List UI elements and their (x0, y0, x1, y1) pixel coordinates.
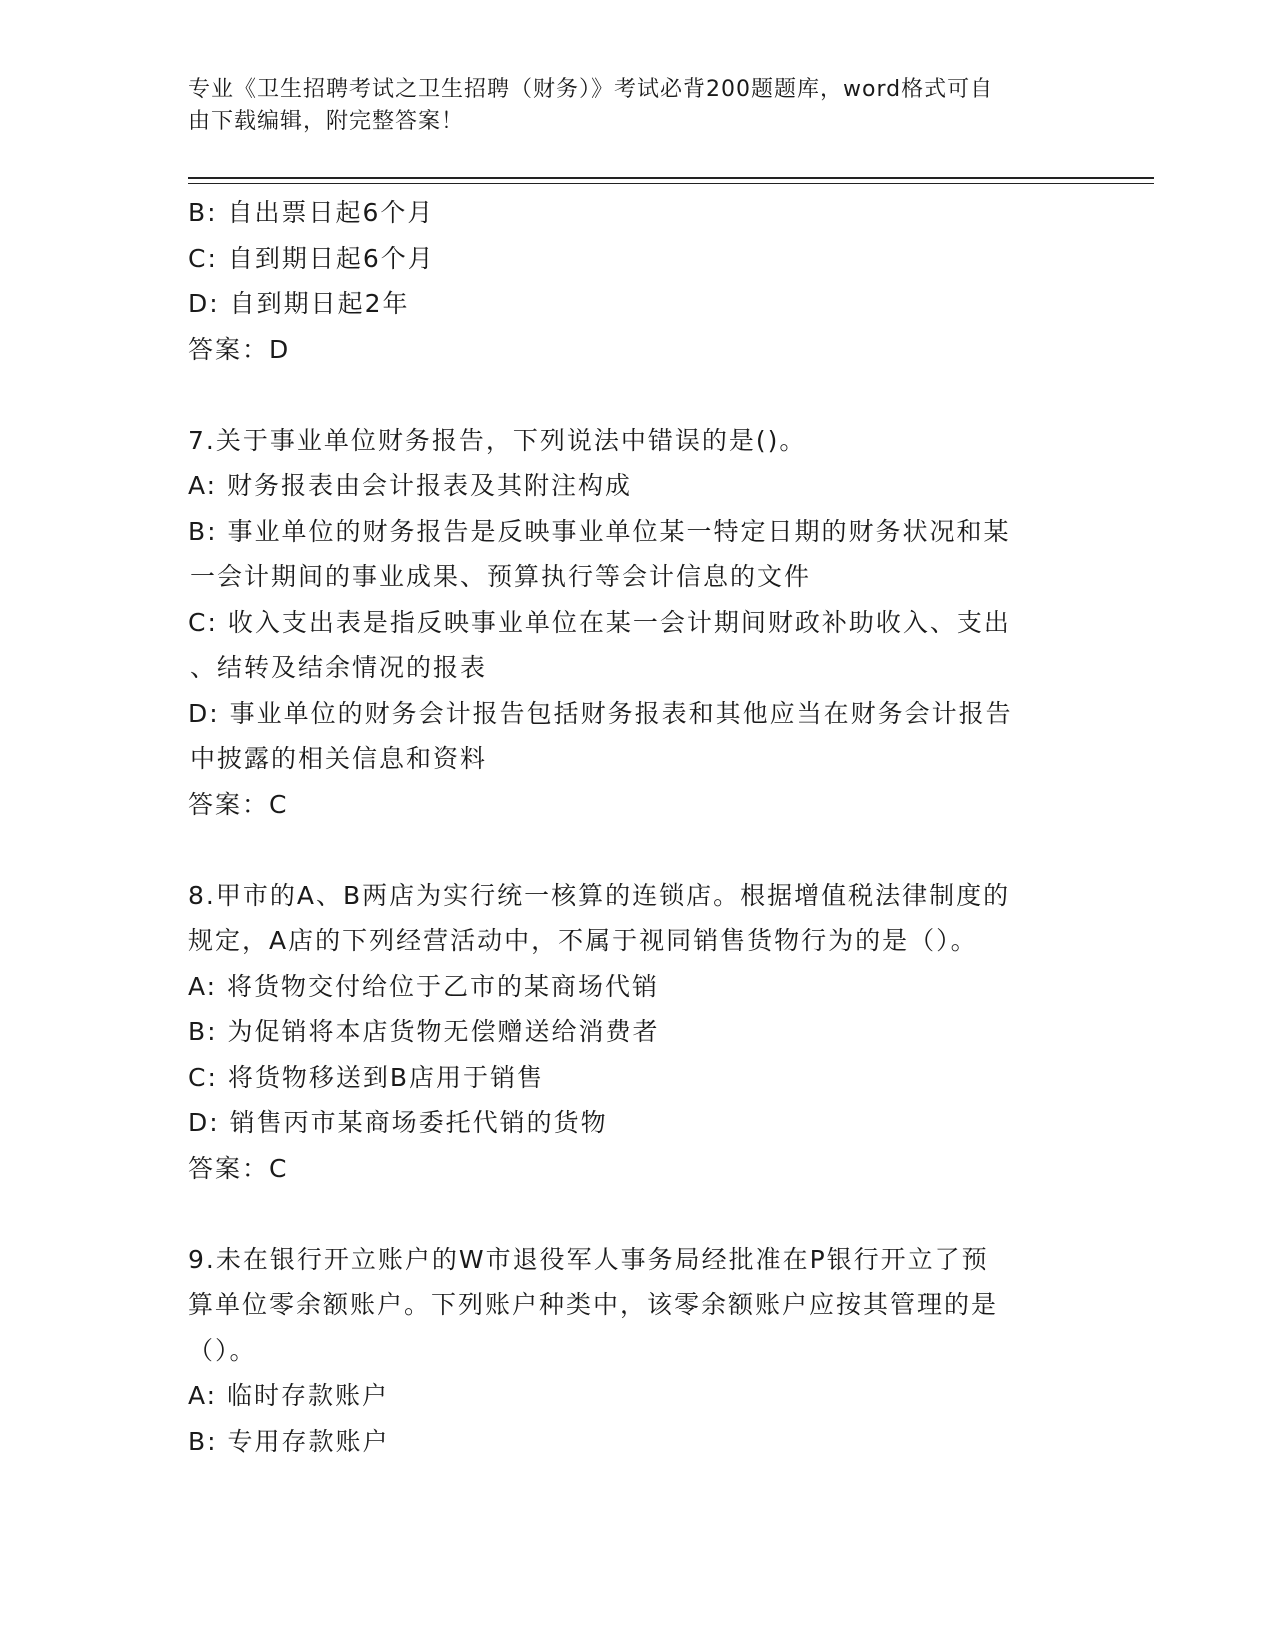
q6-option-b: B: 自出票日起6个月 (188, 198, 435, 227)
q8-option-a: A: 将货物交付给位于乙市的某商场代销 (188, 971, 660, 1001)
q6-option-c: C: 自到期日起6个月 (188, 243, 435, 273)
spacer (188, 372, 1078, 418)
document-header (188, 74, 1068, 138)
q9-option-a: A: 临时存款账户 (188, 1381, 390, 1410)
q8-stem: 8.甲市的A、B两店为实行统一核算的连锁店。根据增值税法律制度的 (188, 880, 1011, 910)
header-divider-thin (188, 183, 1154, 184)
q7-option-b: B: 事业单位的财务报告是反映事业单位某一特定日期的财务状况和某 (188, 516, 1011, 546)
q7-option-c-cont: 、结转及结余情况的报表 (190, 653, 488, 682)
header-divider-thick (188, 177, 1154, 179)
q8-stem-cont: 规定，A店的下列经营活动中，不属于视同销售货物行为的是（）。 (188, 926, 978, 955)
q8-option-b: B: 为促销将本店货物无偿赠送给消费者 (188, 1017, 660, 1046)
q7-option-d-cont: 中披露的相关信息和资料 (190, 744, 488, 773)
q7-stem: 7.关于事业单位财务报告，下列说法中错误的是()。 (188, 425, 807, 455)
q6-option-d: D: 自到期日起2年 (188, 289, 410, 318)
q7-answer: 答案：C (188, 789, 289, 819)
q9-stem-cont: 算单位零余额账户。下列账户种类中，该零余额账户应按其管理的是 (188, 1290, 999, 1319)
q7-option-c: C: 收入支出表是指反映事业单位在某一会计期间财政补助收入、支出 (188, 607, 1011, 637)
q8-answer: 答案：C (188, 1153, 289, 1183)
question-content (188, 190, 1078, 1464)
q8-option-d: D: 销售丙市某商场委托代销的货物 (188, 1108, 608, 1137)
q9-stem: 9.未在银行开立账户的W市退役军人事务局经批准在P银行开立了预 (188, 1244, 989, 1274)
q9-option-b: B: 专用存款账户 (188, 1426, 390, 1456)
header-line-1: 专业《卫生招聘考试之卫生招聘（财务）》考试必背200题题库，word格式可自 (188, 77, 994, 102)
q6-answer: 答案：D (188, 334, 291, 364)
spacer (188, 1191, 1078, 1237)
q7-option-a: A: 财务报表由会计报表及其附注构成 (188, 471, 633, 500)
q7-option-d: D: 事业单位的财务会计报告包括财务报表和其他应当在财务会计报告 (188, 698, 1013, 728)
q7-option-b-cont: 一会计期间的事业成果、预算执行等会计信息的文件 (190, 562, 812, 591)
spacer (188, 827, 1078, 873)
q9-stem-cont: （）。 (188, 1335, 257, 1365)
header-line-2: 由下载编辑，附完整答案！ (188, 109, 465, 134)
q8-option-c: C: 将货物移送到B店用于销售 (188, 1062, 544, 1092)
